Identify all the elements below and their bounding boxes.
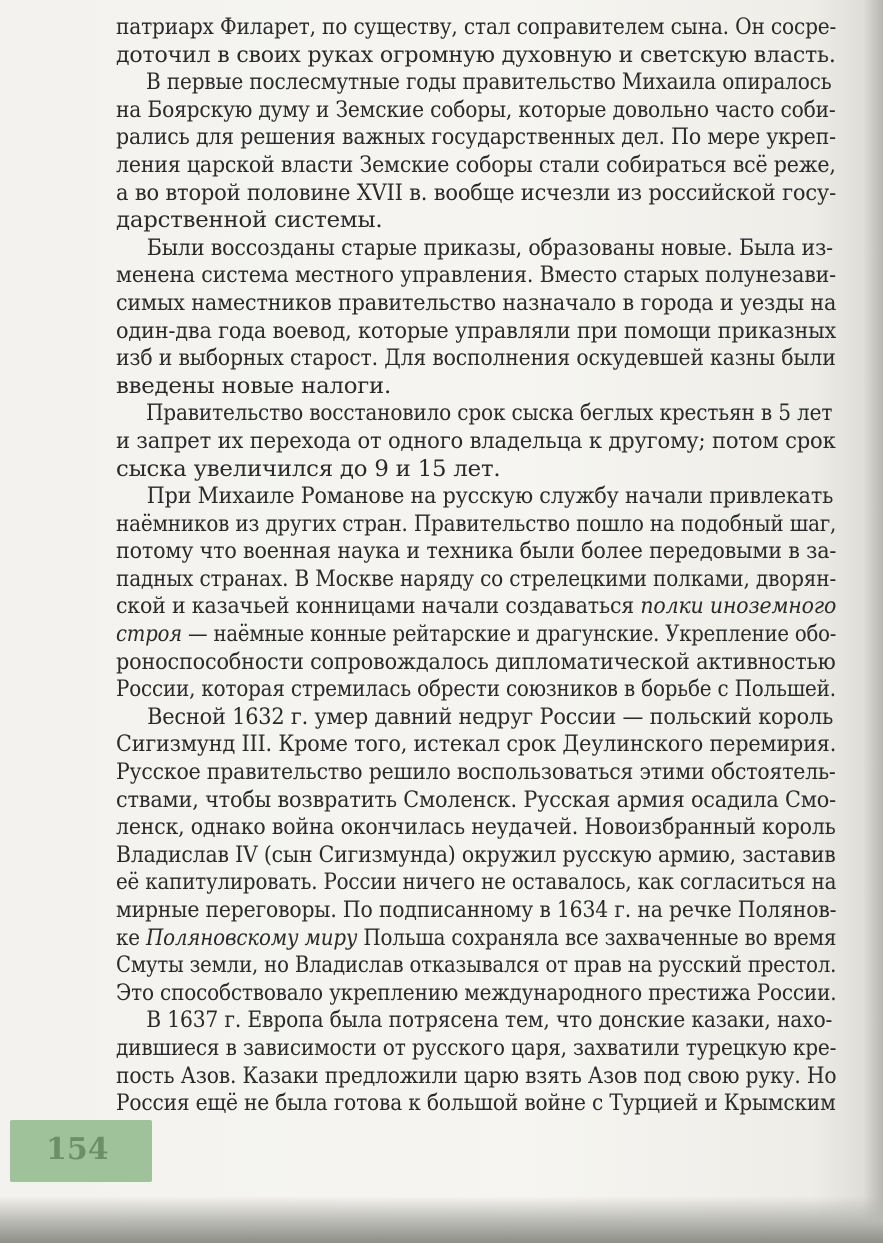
text-line bbox=[116, 400, 833, 428]
text-line bbox=[116, 373, 836, 401]
line-text: дарственной системы. bbox=[116, 207, 383, 234]
line-text: Сигизмунд III. Кроме того, истекал срок Деулинского перемирия. bbox=[116, 731, 837, 758]
text-line bbox=[116, 814, 836, 842]
line-text: — наёмные конные рейтарские и драгунские. Укрепление обо- bbox=[181, 621, 837, 648]
line-text: ления царской власти Земские соборы стали собираться всё реже, bbox=[116, 151, 836, 178]
line-text: В 1637 г. Европа была потрясена тем, что донские казаки, нахо- bbox=[146, 1007, 833, 1034]
line-text: ствами, чтобы возвратить Смоленск. Русская армия осадила Смо- bbox=[116, 786, 836, 813]
text-line bbox=[116, 1090, 836, 1118]
text-line bbox=[116, 648, 836, 677]
italic-term: строя bbox=[116, 621, 182, 648]
text-line bbox=[116, 96, 836, 125]
text-line bbox=[116, 151, 836, 180]
line-text: ской и казачьей конницами начали создаваться bbox=[116, 593, 641, 620]
text-line bbox=[116, 1034, 837, 1063]
text-line bbox=[116, 676, 836, 704]
text-line bbox=[116, 538, 837, 566]
text-line bbox=[116, 510, 837, 539]
line-text: её капитулировать. России ничего не оставалось, как согласиться на bbox=[116, 869, 837, 896]
line-text: При Михаиле Романове на русскую службу начали привлекать bbox=[146, 483, 834, 510]
line-text: менена система местного управления. Вместо старых полунезави- bbox=[116, 262, 836, 289]
text-line bbox=[116, 979, 837, 1008]
text-line bbox=[116, 427, 836, 456]
page-bottom-shadow bbox=[0, 1196, 883, 1243]
line-text: мирные переговоры. По подписанному в 1634 г. на речке Полянов- bbox=[116, 897, 837, 923]
text-line bbox=[116, 124, 836, 152]
line-text: дившиеся в зависимости от русского царя, захватили турецкую кре- bbox=[116, 1034, 837, 1061]
text-line bbox=[116, 234, 833, 263]
line-text: ке bbox=[116, 924, 146, 951]
line-text: сыска увеличился до 9 и 15 лет. bbox=[116, 455, 501, 482]
text-line bbox=[116, 924, 837, 953]
line-text: на Боярскую думу и Земские соборы, которые довольно часто соби- bbox=[116, 96, 836, 123]
line-text: патриарх Филарет, по существу, стал соправителем сына. Он сосре- bbox=[116, 14, 837, 40]
text-line bbox=[116, 703, 834, 732]
text-line bbox=[116, 759, 836, 787]
text-line bbox=[116, 345, 836, 373]
line-text: Весной 1632 г. умер давний недруг России — польский король bbox=[147, 703, 834, 730]
line-text: рались для решения важных государственных дел. По мере укреп- bbox=[116, 124, 836, 151]
text-line bbox=[116, 952, 837, 980]
text-line bbox=[116, 621, 837, 649]
line-text: В первые послесмутные годы правительство Михаила опиралось bbox=[145, 69, 832, 96]
italic-term: Поляновскому миру bbox=[145, 924, 358, 951]
line-text: Владислав IV (сын Сигизмунда) окружил русскую армию, заставив bbox=[116, 841, 836, 868]
line-text: России, которая стремилась обрести союзников в борьбе с Польшей. bbox=[116, 676, 836, 703]
line-text: потому что военная наука и техника были более передовыми в за- bbox=[116, 538, 837, 565]
line-text: падных странах. В Москве наряду со стрелецкими полками, дворян- bbox=[116, 565, 837, 592]
page-edge-shadow bbox=[863, 0, 883, 1243]
line-text: Были воссозданы старые приказы, образованы новые. Была из- bbox=[146, 234, 833, 261]
body-text bbox=[116, 14, 836, 1118]
text-line bbox=[116, 289, 837, 318]
line-text: Россия ещё не была готова к большой войне с Турцией и Крымским bbox=[116, 1090, 836, 1117]
text-line bbox=[116, 841, 836, 870]
text-line bbox=[116, 897, 837, 925]
text-line bbox=[116, 565, 837, 594]
text-line bbox=[116, 69, 832, 97]
line-text: Смуты земли, но Владислав отказывался от прав на русский престол. bbox=[116, 952, 837, 979]
line-text: симых наместников правительство назначало в города и уезды на bbox=[116, 289, 837, 316]
italic-term: полки иноземного bbox=[640, 593, 837, 620]
line-text: один-два года воевод, которые управляли при помощи приказных bbox=[116, 317, 837, 344]
text-line bbox=[116, 593, 837, 621]
page-number: 154 bbox=[46, 1132, 109, 1167]
line-text: пость Азов. Казаки предложили царю взять Азов под свою руку. Но bbox=[116, 1062, 837, 1089]
line-text: Правительство восстановило срок сыска беглых крестьян в 5 лет bbox=[145, 400, 833, 427]
line-text: ленск, однако война окончилась неудачей. Новоизбранный король bbox=[116, 814, 836, 841]
text-line bbox=[116, 483, 834, 511]
text-line bbox=[116, 317, 837, 346]
text-line bbox=[116, 1007, 833, 1035]
text-line bbox=[116, 456, 836, 484]
text-line bbox=[116, 731, 837, 759]
text-line bbox=[116, 14, 837, 42]
line-text: введены новые налоги. bbox=[116, 372, 392, 399]
line-text: роноспособности сопровождалось дипломатической активностью bbox=[116, 648, 836, 675]
line-text: а во второй половине XVII в. вообще исчезли из российской госу- bbox=[116, 179, 837, 206]
text-line bbox=[116, 262, 836, 290]
line-text: наёмников из других стран. Правительство пошло на подобный шаг, bbox=[116, 510, 837, 537]
line-text: Польша сохраняла все захваченные во время bbox=[357, 924, 837, 951]
text-line bbox=[116, 869, 837, 897]
line-text: Это способствовало укреплению международного престижа России. bbox=[116, 979, 837, 1006]
text-line bbox=[116, 179, 837, 208]
line-text: Русское правительство решило воспользоваться этими обстоятель- bbox=[116, 759, 836, 786]
text-line bbox=[116, 786, 836, 815]
page-number-tab bbox=[10, 1120, 152, 1182]
text-line bbox=[116, 207, 836, 235]
text-line bbox=[116, 1062, 837, 1091]
line-text: изб и выборных старост. Для восполнения оскудевшей казны были bbox=[116, 345, 836, 372]
text-line bbox=[116, 41, 836, 70]
line-text: доточил в своих руках огромную духовную и светскую власть. bbox=[116, 41, 836, 68]
line-text: и запрет их перехода от одного владельца к другому; потом срок bbox=[116, 427, 836, 454]
